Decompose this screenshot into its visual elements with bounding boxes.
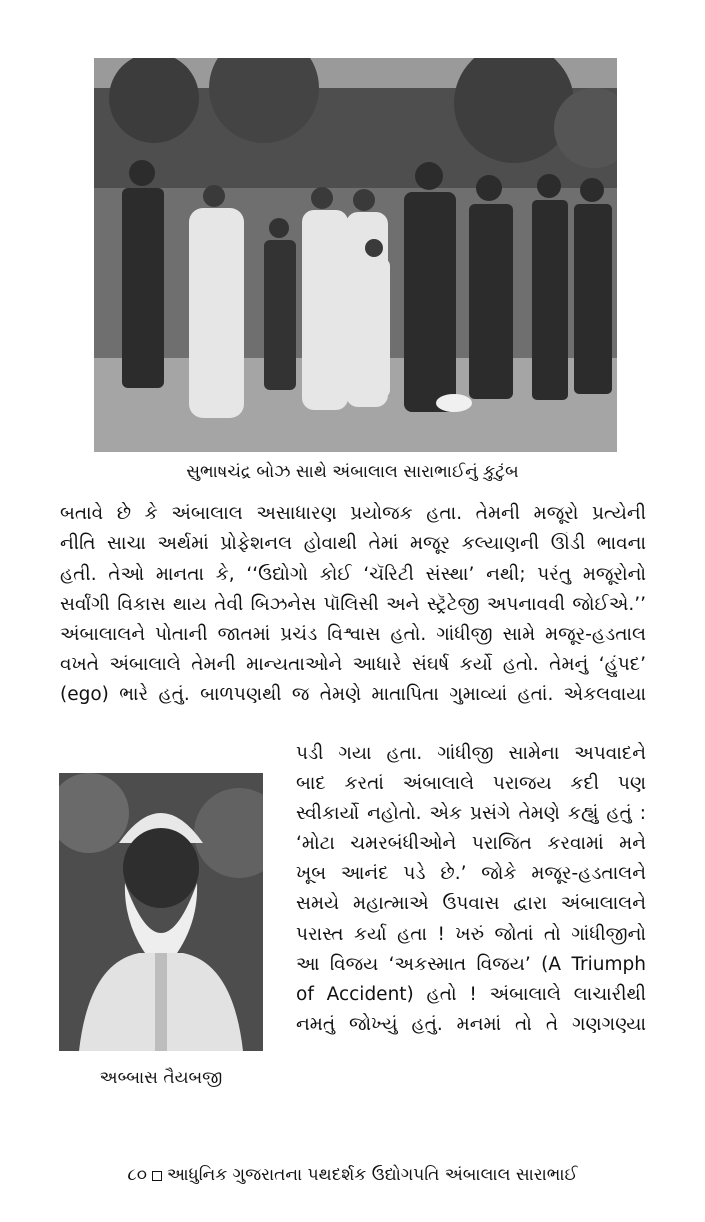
portrait-caption: અબ્બાસ તૈયબજી [99, 1068, 223, 1088]
book-title: આધુનિક ગુજરાતના પથદર્શક ઉદ્યોગપતિ અંબાલાલ સારાભાઈ [166, 1165, 578, 1185]
body-line: વખતે અંબાલાલે તેમની માન્યતાઓને આધારે સંઘર્ષ કર્યો હતો. તેમનું ‘હુંપદ’ [60, 654, 646, 675]
body-line: સર્વાંગી વિકાસ થાય તેવી બિઝનેસ પૉલિસી અને સ્ટ્રૅટેજી અપનાવવી જોઈએ.’’ [60, 594, 646, 615]
photo-caption: સુભાષચંદ્ર બોઝ સાથે અંબાલાલ સારાભાઈનું કુટુંબ [186, 462, 519, 482]
page-footer [0, 1165, 705, 1185]
page-number: ૮૦ [127, 1165, 147, 1185]
body-line: ખૂબ આનંદ પડે છે.’ જોકે મજૂર-હડતાલને [296, 863, 646, 884]
body-line: આ વિજય ‘અકસ્માત વિજય’ (A Triumph [296, 954, 646, 975]
body-line: અંબાલાલને પોતાની જાતમાં પ્રચંડ વિશ્વાસ હતો. ગાંધીજી સામે મજૂર-હડતાલ [60, 624, 646, 645]
body-line: નમતું જોખ્યું હતું. મનમાં તો તે ગણગણ્યા [296, 1014, 646, 1035]
square-icon [152, 1171, 162, 1181]
body-line: હતી. તેઓ માનતા કે, ‘‘ઉદ્યોગો કોઈ ‘ચૅરિટી સંસ્થા’ નથી; પરંતુ મજૂરોનો [60, 564, 646, 585]
body-line: બતાવે છે કે અંબાલાલ અસાધારણ પ્રયોજક હતા. તેમની મજૂરો પ્રત્યેની [60, 503, 646, 524]
body-line: ‘મોટા ચમરબંધીઓને પરાજિત કરવામાં મને [296, 833, 646, 854]
portrait-illustration [59, 773, 263, 1051]
body-line: (ego) ભારે હતું. બાળપણથી જ તેમણે માતાપિતા ગુમાવ્યાં હતાં. એકલવાયા [60, 684, 646, 705]
portrait-photograph [59, 773, 263, 1051]
body-line: નીતિ સાચા અર્થમાં પ્રોફેશનલ હોવાથી તેમાં મજૂર કલ્યાણની ઊંડી ભાવના [60, 533, 646, 554]
body-line: of Accident) હતો ! અંબાલાલે લાચારીથી [296, 984, 646, 1005]
body-line: પરાસ્ત કર્યા હતા ! ખરું જોતાં તો ગાંધીજીનો [296, 924, 646, 945]
body-line: સમયે મહાત્માએ ઉપવાસ દ્વારા અંબાલાલને [296, 893, 646, 914]
body-line: સ્વીકાર્યો નહોતો. એક પ્રસંગે તેમણે કહ્યું હતું : [296, 803, 646, 824]
body-line: બાદ કરતાં અંબાલાલે પરાજય કદી પણ [296, 773, 646, 794]
body-line: પડી ગયા હતા. ગાંધીજી સામેના અપવાદને [296, 743, 646, 764]
group-photograph-illustration [94, 58, 617, 452]
group-photograph [94, 58, 617, 452]
